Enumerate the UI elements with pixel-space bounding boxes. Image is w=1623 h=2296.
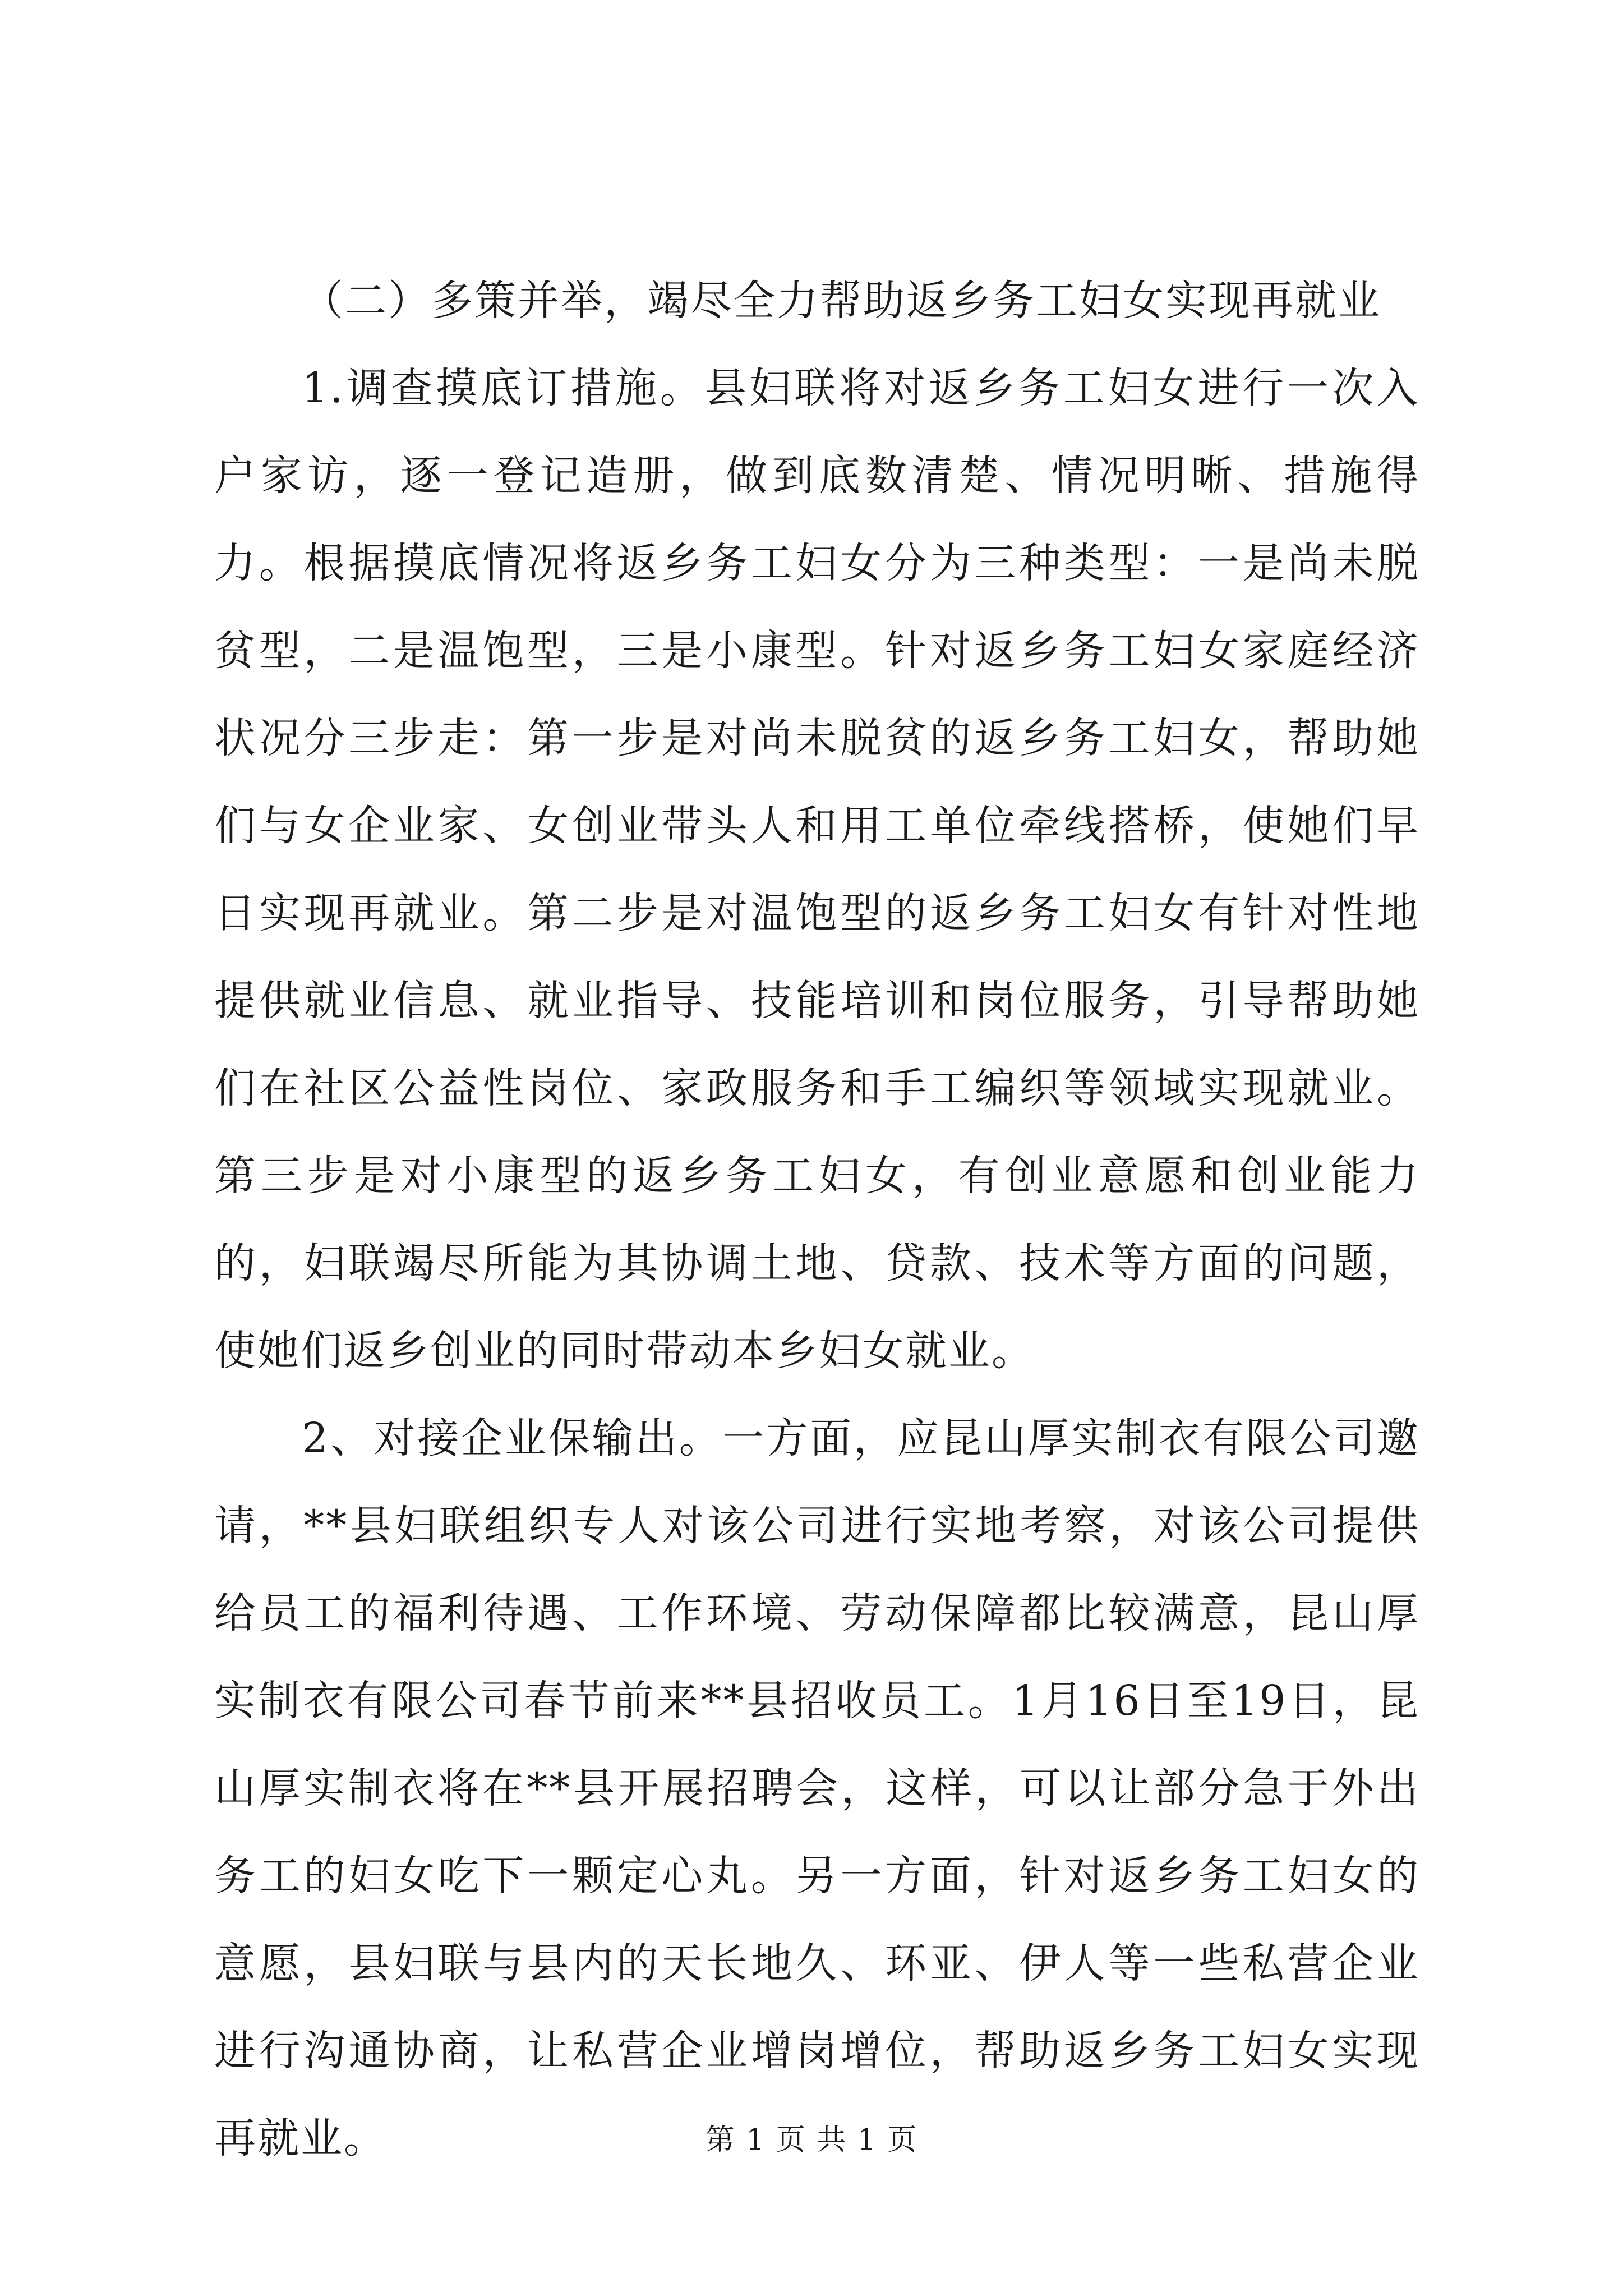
page-number-footer: 第 1 页 共 1 页 [705,2123,918,2157]
section-heading: （二）多策并举，竭尽全力帮助返乡务工妇女实现再就业 [302,277,1381,325]
paragraph-survey-measures: 1.调查摸底订措施。县妇联将对返乡务工妇女进行一次入户家访，逐一登记造册，做到底数清楚、情况明晰、措施得力。根据摸底情况将返乡务工妇女分为三种类型：一是尚未脱贫型，二是温饱型，三是小康型。针对返乡务工妇女家庭经济状况分三步走：第一步是对尚未脱贫的返乡务工妇女，帮助她们与女企业家、女创业带头人和用工单位牵线搭桥，使她们早日实现再就业。第二步是对温饱型的返乡务工妇女有针对性地提供就业信息、就业指导、技能培训和岗位服务，引导帮助她们在社区公益性岗位、家政服务和手工编织等领域实现就业。第三步是对小康型的返乡务工妇女，有创业意愿和创业能力的，妇联竭尽所能为其协调土地、贷款、技术等方面的问题，使她们返乡创业的同时带动本乡妇女就业。 [214,364,1420,1375]
paragraph-enterprise-docking: 2、对接企业保输出。一方面，应昆山厚实制衣有限公司邀请，**县妇联组织专人对该公司进行实地考察，对该公司提供给员工的福利待遇、工作环境、劳动保障都比较满意，昆山厚实制衣有限公司春节前来**县招收员工。1月16日至19日，昆山厚实制衣将在**县开展招聘会，这样，可以让部分急于外出务工的妇女吃下一颗定心丸。另一方面，针对返乡务工妇女的意愿，县妇联与县内的天长地久、环亚、伊人等一些私营企业进行沟通协商，让私营企业增岗增位，帮助返乡务工妇女实现再就业。 [214,1414,1420,2162]
document-body [214,257,1420,2182]
